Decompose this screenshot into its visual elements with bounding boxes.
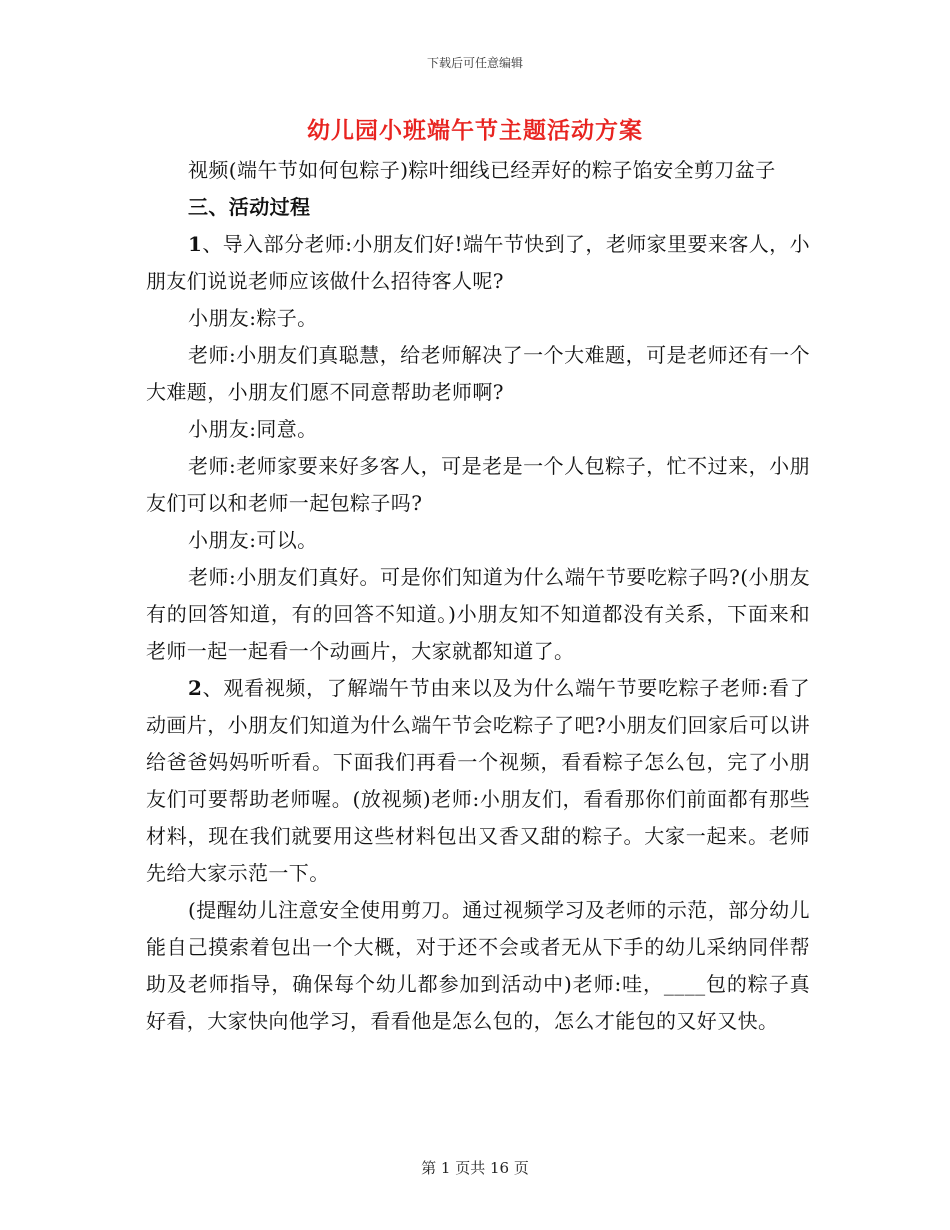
- materials-paragraph: 视频(端午节如何包粽子)粽叶细线已经弄好的粽子馅安全剪刀盆子: [188, 158, 776, 182]
- step-1-paragraph: [146, 226, 810, 300]
- section-heading: 三、活动过程: [188, 195, 311, 219]
- header-note: 下载后可任意编辑: [426, 56, 523, 70]
- step-2-number: 2: [188, 676, 203, 700]
- dialog-line-6: 老师:小朋友们真好。可是你们知道为什么端午节要吃粽子吗?(小朋友有的回答知道，有的回答不知道。)小朋友知不知道都没有关系，下面来和老师一起一起看一个动画片，大家就都知道了。: [146, 565, 810, 663]
- reminder-paragraph: (提醒幼儿注意安全使用剪刀。通过视频学习及老师的示范，部分幼儿能自己摸索着包出一个大概，对于还不会或者无从下手的幼儿采纳同伴帮助及老师指导，确保每个幼儿都参加到活动中)老师:哇，____包的粽子真好看，大家快向他学习，看看他是怎么包的，怎么才能包的又好又快。: [146, 898, 810, 1033]
- step-1-text: 、导入部分老师:小朋友们好!端午节快到了，老师家里要来客人，小朋友们说说老师应该做什么招待客人呢?: [146, 232, 810, 293]
- step-1-number: 1: [188, 232, 203, 256]
- dialog-line-4: 老师:老师家要来好多客人，可是老是一个人包粽子，忙不过来，小朋友们可以和老师一起包粽子吗?: [146, 454, 810, 515]
- step-2-paragraph: [146, 670, 810, 892]
- document-body: [146, 152, 810, 1040]
- dialog-line-2: 老师:小朋友们真聪慧，给老师解决了一个大难题，可是老师还有一个大难题，小朋友们愿不同意帮助老师啊?: [146, 343, 810, 404]
- page-footer: 第 1 页共 16 页: [421, 1159, 529, 1177]
- dialog-line-5: 小朋友:可以。: [188, 528, 318, 552]
- step-2-text: 、观看视频，了解端午节由来以及为什么端午节要吃粽子老师:看了动画片，小朋友们知道为什么端午节会吃粽子了吧?小朋友们回家后可以讲给爸爸妈妈听听看。下面我们再看一个视频，看看粽子怎么包，完了小朋友们可要帮助老师喔。(放视频)老师:小朋友们，看看那你们前面都有那些材料，现在我们就要用这些材料包出又香又甜的粽子。大家一起来。老师先给大家示范一下。: [146, 676, 810, 885]
- dialog-line-3: 小朋友:同意。: [188, 417, 318, 441]
- document-title: 幼儿园小班端午节主题活动方案: [307, 117, 643, 144]
- dialog-line-1: 小朋友:粽子。: [188, 306, 318, 330]
